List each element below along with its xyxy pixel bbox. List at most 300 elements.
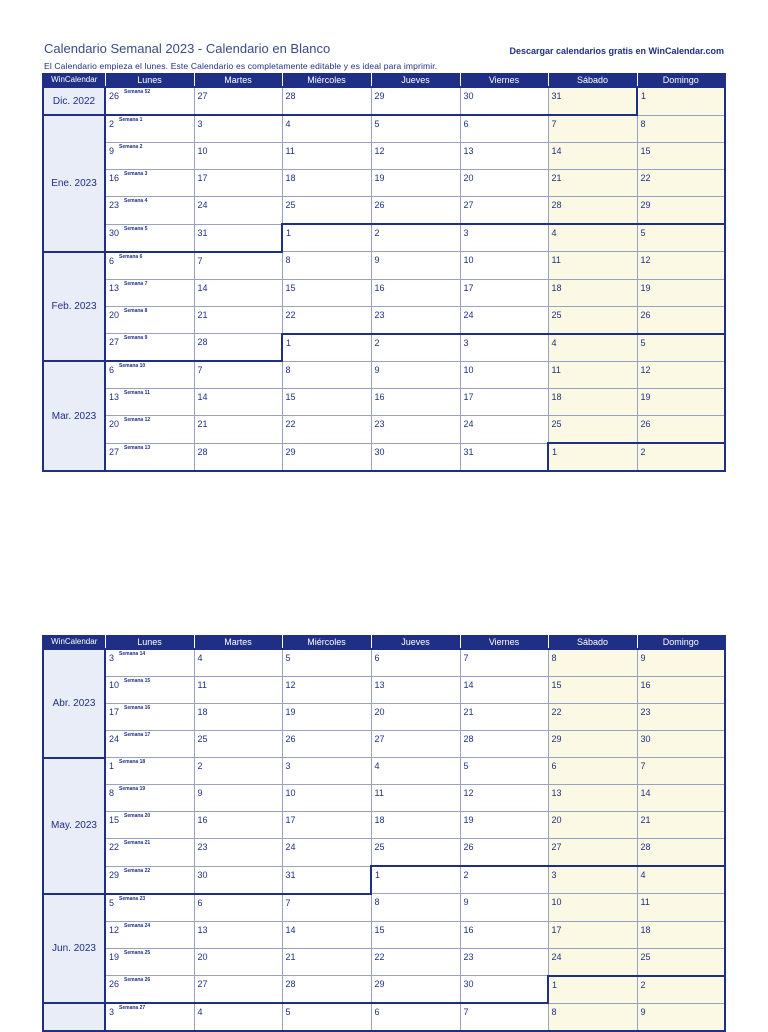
week-row bbox=[43, 443, 725, 471]
day-cell[interactable] bbox=[637, 361, 725, 389]
month-label bbox=[43, 252, 105, 362]
day-cell[interactable] bbox=[371, 334, 460, 362]
day-number: 18 bbox=[551, 392, 562, 402]
day-cell[interactable] bbox=[637, 87, 725, 115]
week-number-label: Semana 7 bbox=[124, 280, 148, 287]
day-cell[interactable] bbox=[194, 361, 282, 389]
day-cell[interactable] bbox=[194, 812, 282, 839]
day-cell[interactable] bbox=[637, 115, 725, 143]
day-cell[interactable] bbox=[194, 894, 282, 922]
day-number: 1 bbox=[286, 228, 292, 238]
day-cell[interactable] bbox=[548, 704, 637, 731]
day-cell[interactable] bbox=[282, 677, 371, 704]
day-number: 27 bbox=[197, 979, 208, 989]
day-cell[interactable] bbox=[282, 334, 371, 362]
day-number: 9 bbox=[463, 897, 469, 907]
day-cell[interactable] bbox=[637, 894, 725, 922]
day-cell[interactable] bbox=[460, 115, 548, 143]
day-cell[interactable] bbox=[105, 839, 194, 867]
day-cell[interactable] bbox=[105, 948, 194, 976]
day-cell[interactable] bbox=[548, 252, 637, 280]
day-number: 19 bbox=[640, 282, 651, 293]
day-cell[interactable] bbox=[637, 334, 725, 362]
day-number: 25 bbox=[374, 842, 385, 852]
day-cell[interactable] bbox=[194, 416, 282, 444]
day-number: 20 bbox=[109, 309, 120, 320]
day-cell[interactable] bbox=[105, 1003, 194, 1031]
week-number-label: Semana 21 bbox=[124, 840, 151, 846]
day-number: 28 bbox=[551, 200, 562, 210]
day-cell[interactable] bbox=[460, 416, 548, 444]
day-cell[interactable] bbox=[105, 785, 194, 812]
day-number: 4 bbox=[285, 119, 291, 129]
day-cell[interactable] bbox=[371, 704, 460, 731]
day-cell[interactable] bbox=[548, 143, 637, 170]
day-cell[interactable] bbox=[371, 976, 460, 1004]
day-cell[interactable] bbox=[371, 252, 460, 280]
day-cell[interactable] bbox=[548, 334, 637, 362]
day-cell[interactable] bbox=[371, 677, 460, 704]
day-cell[interactable] bbox=[105, 279, 194, 306]
day-number: 7 bbox=[463, 653, 469, 663]
day-cell[interactable] bbox=[460, 758, 548, 785]
day-cell[interactable] bbox=[371, 389, 460, 416]
day-cell[interactable] bbox=[371, 143, 460, 170]
week-number-label: Semana 26 bbox=[124, 977, 151, 983]
day-cell[interactable] bbox=[105, 649, 194, 677]
day-number: 13 bbox=[109, 392, 120, 402]
day-number: 3 bbox=[109, 1007, 115, 1017]
day-number: 10 bbox=[463, 364, 474, 375]
day-cell[interactable] bbox=[548, 976, 637, 1004]
day-cell[interactable] bbox=[371, 115, 460, 143]
day-cell[interactable] bbox=[460, 361, 548, 389]
day-cell[interactable] bbox=[371, 416, 460, 444]
day-number: 9 bbox=[374, 364, 380, 375]
day-cell[interactable] bbox=[371, 170, 460, 197]
week-row bbox=[43, 143, 725, 170]
day-cell[interactable] bbox=[637, 279, 725, 306]
day-cell[interactable] bbox=[194, 948, 282, 976]
day-cell[interactable] bbox=[548, 731, 637, 758]
day-cell[interactable] bbox=[282, 894, 371, 922]
day-cell[interactable] bbox=[460, 894, 548, 922]
weekday-header: Miércoles bbox=[282, 635, 371, 649]
day-cell[interactable] bbox=[105, 306, 194, 334]
day-cell[interactable] bbox=[282, 416, 371, 444]
day-cell[interactable] bbox=[548, 677, 637, 704]
day-number: 26 bbox=[640, 419, 651, 429]
day-cell[interactable] bbox=[282, 866, 371, 894]
month-label bbox=[43, 115, 105, 252]
day-cell[interactable] bbox=[105, 416, 194, 444]
day-number: 3 bbox=[285, 761, 291, 771]
day-number: 31 bbox=[197, 227, 208, 238]
week-number-label: Semana 5 bbox=[124, 225, 148, 232]
day-cell[interactable] bbox=[637, 143, 725, 170]
weekday-header: Miércoles bbox=[282, 73, 371, 87]
day-cell[interactable] bbox=[460, 839, 548, 867]
day-cell[interactable] bbox=[637, 785, 725, 812]
day-cell[interactable] bbox=[460, 170, 548, 197]
day-cell[interactable] bbox=[282, 143, 371, 170]
day-cell[interactable] bbox=[548, 443, 637, 471]
day-cell[interactable] bbox=[105, 976, 194, 1004]
day-cell[interactable] bbox=[548, 361, 637, 389]
week-number-label: Semana 16 bbox=[124, 705, 151, 711]
day-cell[interactable] bbox=[194, 677, 282, 704]
day-cell[interactable] bbox=[105, 143, 194, 170]
month-label-text: Dic. 2022 bbox=[52, 95, 96, 107]
day-cell[interactable] bbox=[105, 170, 194, 197]
week-row bbox=[43, 361, 725, 389]
day-cell[interactable] bbox=[637, 416, 725, 444]
day-cell[interactable] bbox=[548, 948, 637, 976]
day-cell[interactable] bbox=[282, 279, 371, 306]
day-number: 26 bbox=[285, 734, 296, 744]
day-cell[interactable] bbox=[637, 306, 725, 334]
day-number: 16 bbox=[374, 282, 385, 293]
day-number: 15 bbox=[551, 680, 562, 690]
day-number: 19 bbox=[374, 173, 385, 183]
day-cell[interactable] bbox=[548, 279, 637, 306]
day-number: 27 bbox=[109, 446, 120, 457]
wincalendar-header: WinCalendar bbox=[43, 73, 105, 87]
day-cell[interactable] bbox=[548, 758, 637, 785]
day-cell[interactable] bbox=[282, 361, 371, 389]
weekday-header: Domingo bbox=[637, 73, 725, 87]
day-number: 20 bbox=[463, 173, 474, 183]
day-cell[interactable] bbox=[105, 677, 194, 704]
day-cell[interactable] bbox=[282, 306, 371, 334]
day-cell[interactable] bbox=[637, 948, 725, 976]
day-cell[interactable] bbox=[637, 649, 725, 677]
day-cell[interactable] bbox=[637, 839, 725, 867]
day-cell[interactable] bbox=[637, 389, 725, 416]
day-cell[interactable] bbox=[637, 224, 725, 252]
week-number-label: Semana 12 bbox=[124, 417, 151, 423]
day-cell[interactable] bbox=[194, 785, 282, 812]
day-number: 2 bbox=[463, 870, 469, 880]
day-cell[interactable] bbox=[548, 649, 637, 677]
day-cell[interactable] bbox=[460, 334, 548, 362]
day-number: 12 bbox=[109, 924, 120, 935]
day-cell[interactable] bbox=[548, 197, 637, 225]
day-cell[interactable] bbox=[460, 279, 548, 306]
week-number-label: Semana 11 bbox=[124, 390, 150, 396]
day-cell[interactable] bbox=[548, 115, 637, 143]
week-number-label: Semana 52 bbox=[124, 89, 151, 95]
day-number: 15 bbox=[285, 392, 296, 402]
day-cell[interactable] bbox=[371, 197, 460, 225]
day-cell[interactable] bbox=[282, 921, 371, 948]
day-cell[interactable] bbox=[548, 921, 637, 948]
day-cell[interactable] bbox=[105, 894, 194, 922]
day-cell[interactable] bbox=[194, 443, 282, 471]
day-cell[interactable] bbox=[460, 87, 548, 115]
day-number: 8 bbox=[285, 364, 291, 375]
day-cell[interactable] bbox=[637, 866, 725, 894]
day-cell[interactable] bbox=[371, 921, 460, 948]
day-cell[interactable] bbox=[282, 1003, 371, 1031]
day-cell[interactable] bbox=[282, 649, 371, 677]
day-cell[interactable] bbox=[548, 87, 637, 115]
day-number: 23 bbox=[463, 951, 474, 962]
day-cell[interactable] bbox=[282, 731, 371, 758]
day-cell[interactable] bbox=[460, 224, 548, 252]
day-cell[interactable] bbox=[194, 649, 282, 677]
day-cell[interactable] bbox=[637, 812, 725, 839]
day-cell[interactable] bbox=[105, 115, 194, 143]
day-cell[interactable] bbox=[105, 334, 194, 362]
day-cell[interactable] bbox=[282, 224, 371, 252]
day-number: 26 bbox=[109, 979, 120, 989]
day-number: 31 bbox=[551, 91, 562, 101]
day-cell[interactable] bbox=[105, 866, 194, 894]
week-number-label: Semana 2 bbox=[119, 144, 143, 150]
day-cell[interactable] bbox=[282, 839, 371, 867]
day-cell[interactable] bbox=[371, 812, 460, 839]
day-cell[interactable] bbox=[105, 758, 194, 785]
day-cell[interactable] bbox=[371, 785, 460, 812]
day-cell[interactable] bbox=[194, 1003, 282, 1031]
weekday-header: Viernes bbox=[460, 635, 548, 649]
day-cell[interactable] bbox=[460, 1003, 548, 1031]
day-cell[interactable] bbox=[460, 948, 548, 976]
day-cell[interactable] bbox=[548, 416, 637, 444]
day-cell[interactable] bbox=[371, 361, 460, 389]
day-cell[interactable] bbox=[371, 731, 460, 758]
day-cell[interactable] bbox=[548, 224, 637, 252]
day-cell[interactable] bbox=[548, 839, 637, 867]
day-cell[interactable] bbox=[282, 758, 371, 785]
day-cell[interactable] bbox=[194, 143, 282, 170]
day-cell[interactable] bbox=[371, 87, 460, 115]
day-number: 25 bbox=[285, 200, 296, 210]
day-cell[interactable] bbox=[460, 306, 548, 334]
day-cell[interactable] bbox=[105, 361, 194, 389]
day-cell[interactable] bbox=[105, 197, 194, 225]
day-cell[interactable] bbox=[282, 389, 371, 416]
day-cell[interactable] bbox=[637, 170, 725, 197]
day-cell[interactable] bbox=[105, 389, 194, 416]
day-cell[interactable] bbox=[105, 812, 194, 839]
day-cell[interactable] bbox=[105, 704, 194, 731]
day-cell[interactable] bbox=[637, 677, 725, 704]
day-cell[interactable] bbox=[637, 704, 725, 731]
day-cell[interactable] bbox=[105, 252, 194, 280]
day-cell[interactable] bbox=[371, 758, 460, 785]
day-number: 18 bbox=[374, 815, 385, 825]
month-label-text: Feb. 2023 bbox=[51, 300, 97, 312]
day-cell[interactable] bbox=[194, 758, 282, 785]
day-number: 11 bbox=[640, 897, 650, 907]
day-cell[interactable] bbox=[637, 758, 725, 785]
day-number: 29 bbox=[374, 979, 385, 989]
day-cell[interactable] bbox=[194, 279, 282, 306]
day-cell[interactable] bbox=[548, 785, 637, 812]
day-number: 14 bbox=[640, 788, 651, 798]
day-cell[interactable] bbox=[460, 704, 548, 731]
day-cell[interactable] bbox=[460, 976, 548, 1004]
week-row bbox=[43, 87, 725, 115]
day-number: 12 bbox=[640, 364, 651, 375]
day-number: 6 bbox=[551, 761, 557, 771]
day-cell[interactable] bbox=[637, 197, 725, 225]
day-cell[interactable] bbox=[460, 649, 548, 677]
download-link[interactable]: Descargar calendarios gratis en WinCalendar.com bbox=[509, 46, 724, 56]
day-cell[interactable] bbox=[282, 197, 371, 225]
day-cell[interactable] bbox=[637, 976, 725, 1004]
day-number: 19 bbox=[640, 392, 651, 402]
day-cell[interactable] bbox=[282, 704, 371, 731]
day-number: 29 bbox=[109, 869, 120, 880]
day-cell[interactable] bbox=[460, 785, 548, 812]
day-number: 25 bbox=[551, 309, 562, 320]
day-cell[interactable] bbox=[460, 677, 548, 704]
day-cell[interactable] bbox=[194, 866, 282, 894]
day-cell[interactable] bbox=[548, 894, 637, 922]
day-number: 19 bbox=[109, 951, 120, 962]
day-number: 11 bbox=[197, 680, 207, 690]
day-cell[interactable] bbox=[548, 866, 637, 894]
day-cell[interactable] bbox=[282, 170, 371, 197]
day-cell[interactable] bbox=[460, 252, 548, 280]
day-number: 18 bbox=[197, 707, 208, 717]
calendar-table-2 bbox=[42, 635, 726, 1032]
day-number: 29 bbox=[285, 446, 296, 457]
weekday-header: Martes bbox=[194, 73, 282, 87]
day-cell[interactable] bbox=[282, 948, 371, 976]
day-cell[interactable] bbox=[194, 976, 282, 1004]
day-cell[interactable] bbox=[637, 731, 725, 758]
week-row bbox=[43, 279, 725, 306]
day-cell[interactable] bbox=[282, 976, 371, 1004]
day-cell[interactable] bbox=[282, 812, 371, 839]
day-cell[interactable] bbox=[460, 443, 548, 471]
day-cell[interactable] bbox=[194, 306, 282, 334]
month-label bbox=[43, 1003, 105, 1031]
day-cell[interactable] bbox=[194, 170, 282, 197]
day-cell[interactable] bbox=[371, 279, 460, 306]
day-cell[interactable] bbox=[282, 87, 371, 115]
day-number: 24 bbox=[109, 734, 120, 744]
day-number: 28 bbox=[285, 91, 296, 101]
day-number: 2 bbox=[640, 979, 646, 990]
day-number: 23 bbox=[109, 200, 120, 210]
day-cell[interactable] bbox=[194, 389, 282, 416]
day-cell[interactable] bbox=[548, 306, 637, 334]
week-number-label: Semana 9 bbox=[124, 335, 148, 341]
day-cell[interactable] bbox=[460, 812, 548, 839]
month-label-text: Abr. 2023 bbox=[52, 697, 96, 709]
day-cell[interactable] bbox=[460, 197, 548, 225]
day-cell[interactable] bbox=[194, 921, 282, 948]
day-number: 23 bbox=[640, 707, 651, 717]
day-cell[interactable] bbox=[371, 1003, 460, 1031]
day-number: 20 bbox=[374, 707, 385, 717]
day-cell[interactable] bbox=[194, 252, 282, 280]
day-number: 9 bbox=[197, 788, 203, 798]
day-cell[interactable] bbox=[282, 443, 371, 471]
day-number: 10 bbox=[285, 788, 296, 798]
day-number: 24 bbox=[463, 419, 474, 429]
day-cell[interactable] bbox=[194, 224, 282, 252]
day-number: 18 bbox=[285, 173, 296, 183]
day-cell[interactable] bbox=[460, 143, 548, 170]
day-number: 22 bbox=[374, 951, 385, 962]
day-cell[interactable] bbox=[105, 224, 194, 252]
day-cell[interactable] bbox=[371, 894, 460, 922]
day-number: 12 bbox=[285, 680, 296, 690]
day-number: 30 bbox=[463, 979, 474, 989]
day-number: 22 bbox=[551, 707, 562, 717]
day-cell[interactable] bbox=[194, 839, 282, 867]
day-cell[interactable] bbox=[194, 704, 282, 731]
day-cell[interactable] bbox=[282, 785, 371, 812]
day-cell[interactable] bbox=[194, 115, 282, 143]
day-cell[interactable] bbox=[282, 252, 371, 280]
day-cell[interactable] bbox=[105, 443, 194, 471]
week-row bbox=[43, 948, 725, 976]
day-cell[interactable] bbox=[371, 839, 460, 867]
day-cell[interactable] bbox=[460, 731, 548, 758]
day-cell[interactable] bbox=[105, 731, 194, 758]
day-number: 1 bbox=[552, 447, 558, 457]
day-number: 20 bbox=[551, 815, 562, 825]
day-cell[interactable] bbox=[371, 443, 460, 471]
day-cell[interactable] bbox=[637, 921, 725, 948]
day-cell[interactable] bbox=[637, 1003, 725, 1031]
day-number: 3 bbox=[109, 653, 115, 663]
day-cell[interactable] bbox=[194, 197, 282, 225]
day-number: 13 bbox=[463, 146, 474, 156]
day-cell[interactable] bbox=[637, 443, 725, 471]
day-number: 14 bbox=[197, 392, 208, 402]
day-cell[interactable] bbox=[371, 866, 460, 894]
day-cell[interactable] bbox=[371, 948, 460, 976]
week-number-label: Semana 6 bbox=[119, 253, 143, 260]
day-cell[interactable] bbox=[194, 87, 282, 115]
day-cell[interactable] bbox=[371, 224, 460, 252]
day-number: 6 bbox=[463, 119, 469, 129]
day-cell[interactable] bbox=[105, 921, 194, 948]
day-cell[interactable] bbox=[194, 731, 282, 758]
day-cell[interactable] bbox=[371, 306, 460, 334]
day-number: 27 bbox=[197, 91, 208, 101]
day-cell[interactable] bbox=[637, 252, 725, 280]
day-number: 17 bbox=[197, 173, 208, 183]
day-cell[interactable] bbox=[371, 649, 460, 677]
day-cell[interactable] bbox=[105, 87, 194, 115]
day-number: 6 bbox=[197, 897, 203, 908]
day-cell[interactable] bbox=[548, 170, 637, 197]
day-cell[interactable] bbox=[548, 1003, 637, 1031]
day-cell[interactable] bbox=[460, 866, 548, 894]
day-cell[interactable] bbox=[194, 334, 282, 362]
week-row bbox=[43, 224, 725, 252]
day-cell[interactable] bbox=[548, 389, 637, 416]
week-row bbox=[43, 731, 725, 758]
day-number: 2 bbox=[374, 337, 380, 348]
day-cell[interactable] bbox=[282, 115, 371, 143]
day-number: 23 bbox=[197, 842, 208, 852]
day-cell[interactable] bbox=[460, 389, 548, 416]
day-cell[interactable] bbox=[460, 921, 548, 948]
day-cell[interactable] bbox=[548, 812, 637, 839]
day-number: 25 bbox=[640, 951, 651, 962]
day-number: 18 bbox=[640, 924, 651, 935]
